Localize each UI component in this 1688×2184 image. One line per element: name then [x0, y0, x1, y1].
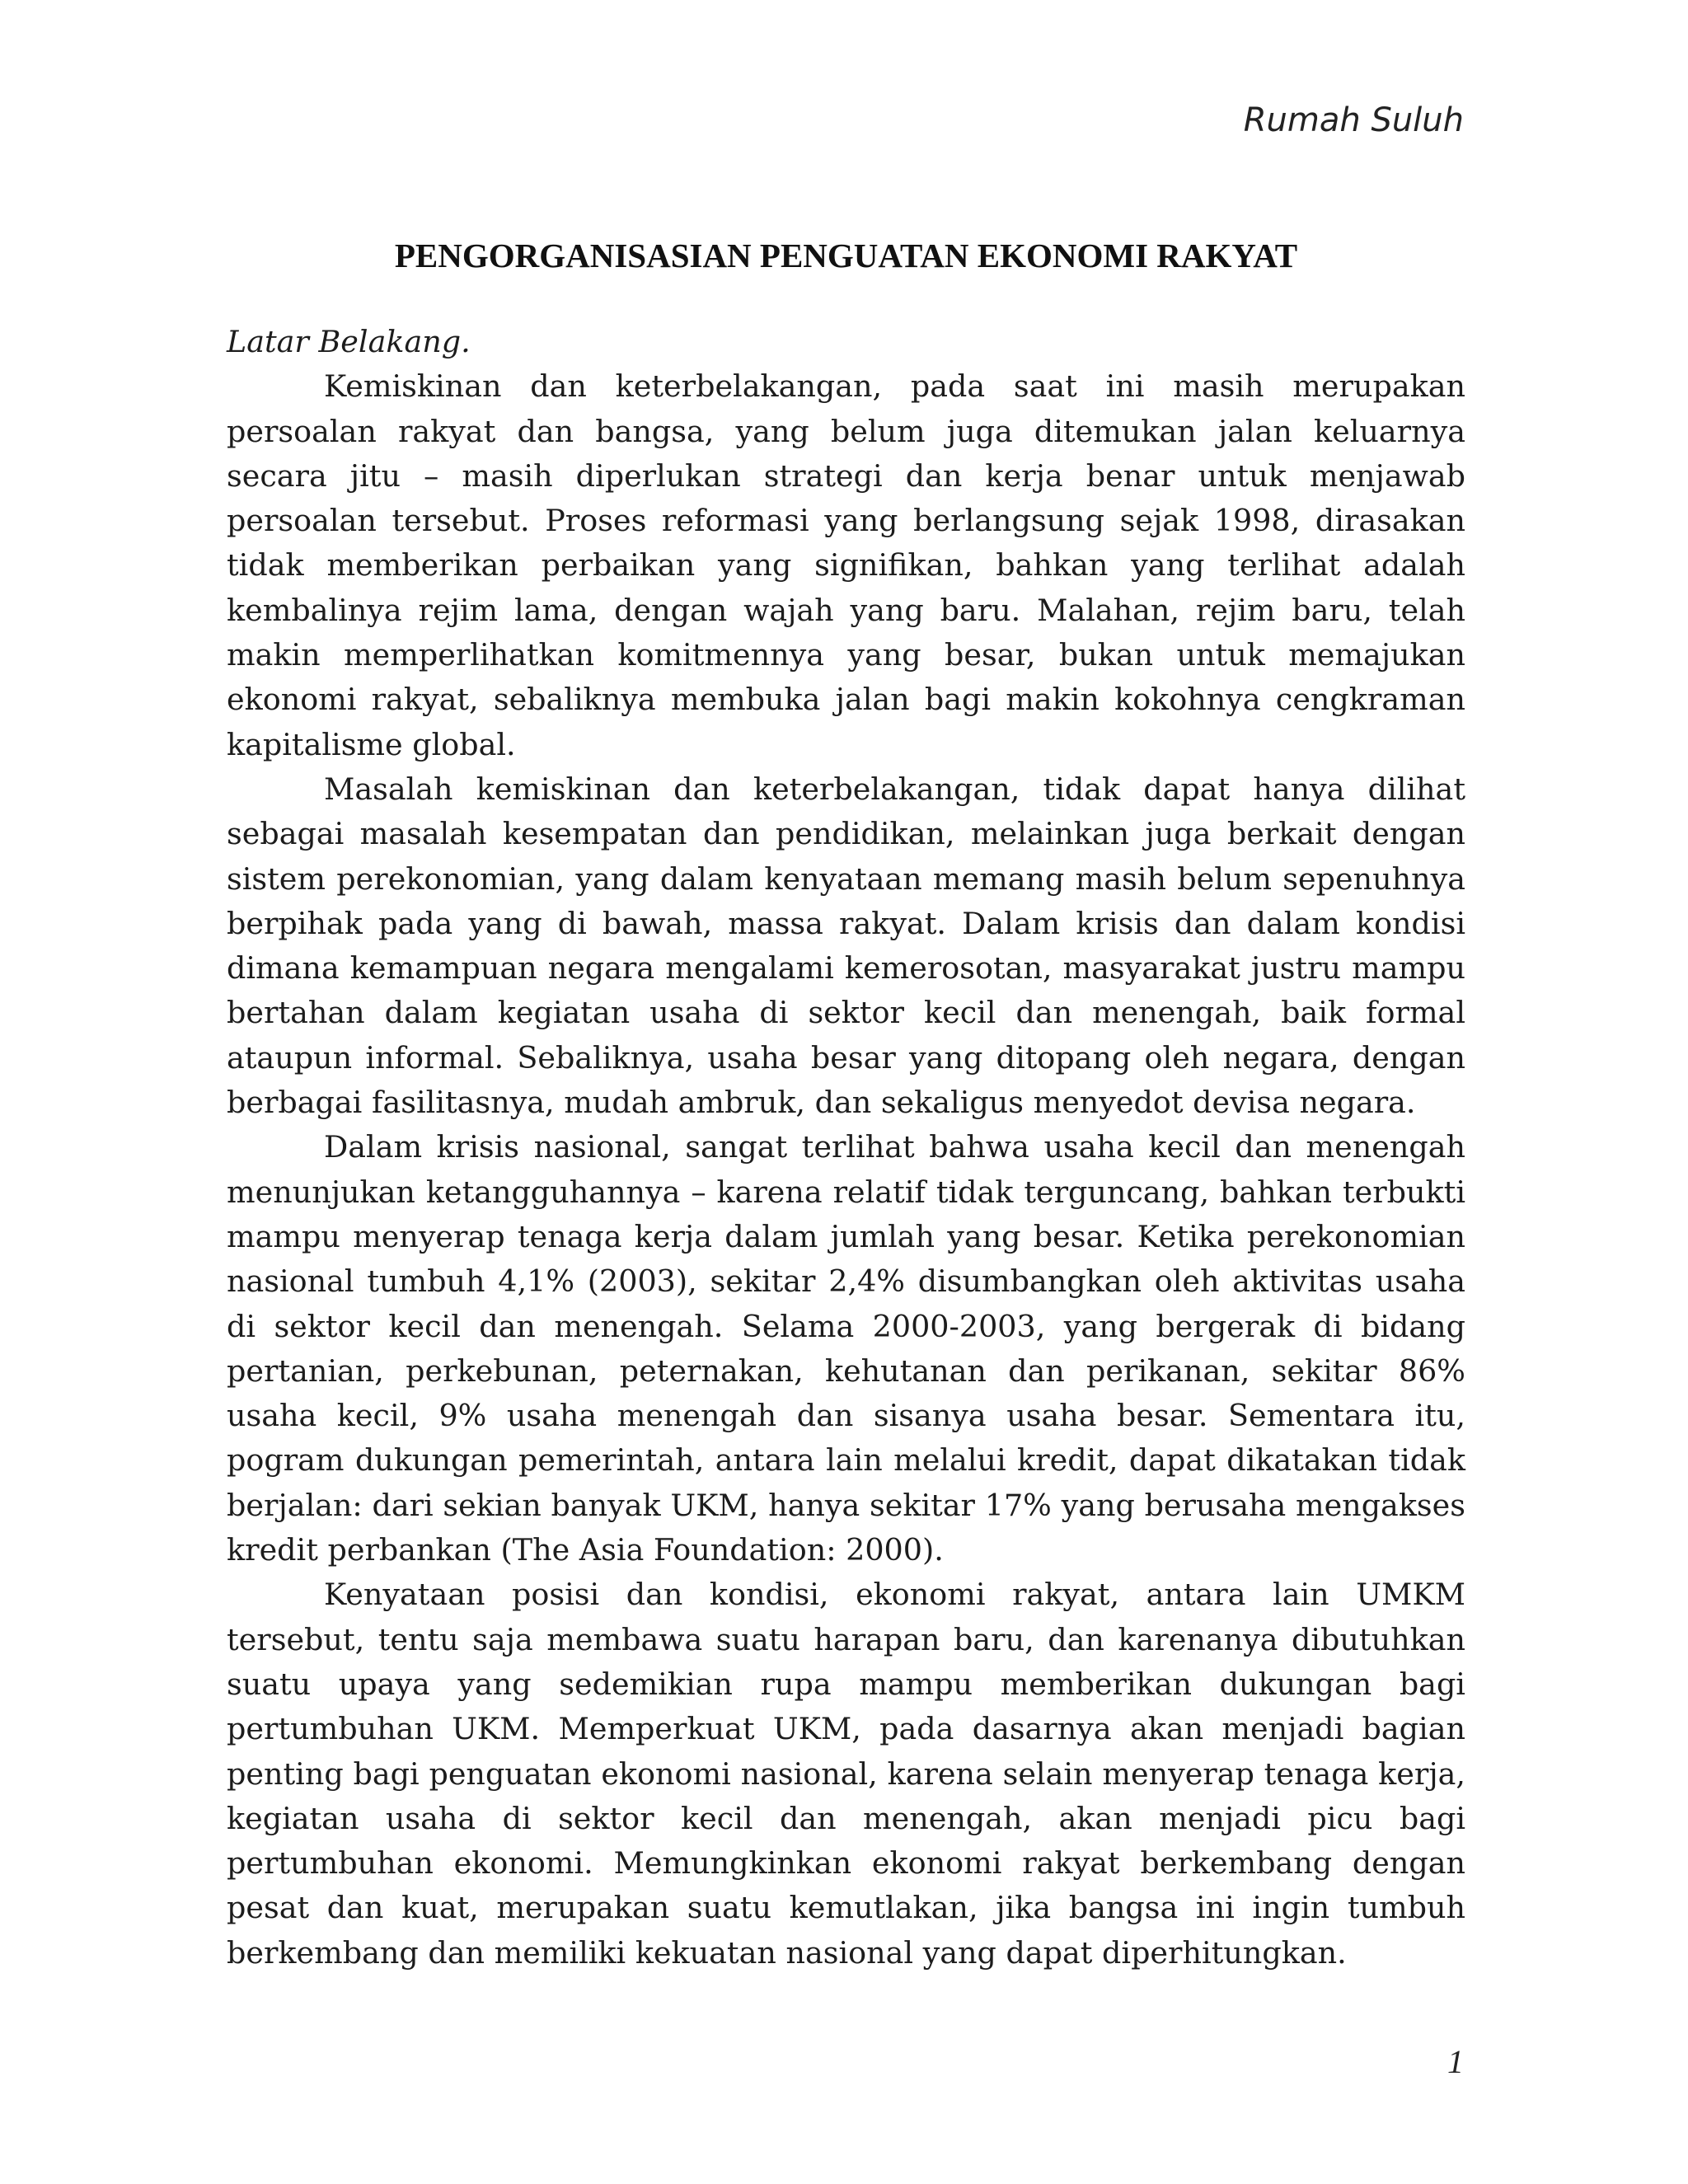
running-header: Rumah Suluh [1243, 101, 1464, 139]
document-body [227, 320, 1465, 1975]
paragraph-3: Dalam krisis nasional, sangat terlihat bahwa usaha kecil dan menengah menunjukan ketangguhannya – karena relatif tidak terguncang, bahkan terbukti mampu menyerap tenaga kerja dalam jumlah yang besar. Ketika perekonomian nasional tumbuh 4,1% (2003), sekitar 2,4% disumbangkan oleh aktivitas usaha di sektor kecil dan menengah. Selama 2000-2003, yang bergerak di bidang pertanian, perkebunan, peternakan, kehutanan dan perikanan, sekitar 86% usaha kecil, 9% usaha menengah dan sisanya usaha besar. Sementara itu, pogram dukungan pemerintah, antara lain melalui kredit, dapat dikatakan tidak berjalan: dari sekian banyak UKM, hanya sekitar 17% yang berusaha mengakses kredit perbankan (The Asia Foundation: 2000). [227, 1129, 1465, 1568]
paragraph-2: Masalah kemiskinan dan keterbelakangan, tidak dapat hanya dilihat sebagai masalah kesempatan dan pendidikan, melainkan juga berkait dengan sistem perekonomian, yang dalam kenyataan memang masih belum sepenuhnya berpihak pada yang di bawah, massa rakyat. Dalam krisis dan dalam kondisi dimana kemampuan negara mengalami kemerosotan, masyarakat justru mampu bertahan dalam kegiatan usaha di sektor kecil dan menengah, baik formal ataupun informal. Sebaliknya, usaha besar yang ditopang oleh negara, dengan berbagai fasilitasnya, mudah ambruk, dan sekaligus menyedot devisa negara. [227, 771, 1465, 1121]
document-title: PENGORGANISASIAN PENGUATAN EKONOMI RAKYAT [394, 237, 1298, 274]
paragraph-1: Kemiskinan dan keterbelakangan, pada saat ini masih merupakan persoalan rakyat dan bangsa, yang belum juga ditemukan jalan keluarnya secara jitu – masih diperlukan strategi dan kerja benar untuk menjawab persoalan tersebut. Proses reformasi yang berlangsung sejak 1998, dirasakan tidak memberikan perbaikan yang signifikan, bahkan yang terlihat adalah kembalinya rejim lama, dengan wajah yang baru. Malahan, rejim baru, telah makin memperlihatkan komitmennya yang besar, bukan untuk memajukan ekonomi rakyat, sebaliknya membuka jalan bagi makin kokohnya cengkraman kapitalisme global. [227, 368, 1465, 762]
paragraph-4: Kenyataan posisi dan kondisi, ekonomi rakyat, antara lain UMKM tersebut, tentu saja membawa suatu harapan baru, dan karenanya dibutuhkan suatu upaya yang sedemikian rupa mampu memberikan dukungan bagi pertumbuhan UKM. Memperkuat UKM, pada dasarnya akan menjadi bagian penting bagi penguatan ekonomi nasional, karena selain menyerap tenaga kerja, kegiatan usaha di sektor kecil dan menengah, akan menjadi picu bagi pertumbuhan ekonomi. Memungkinkan ekonomi rakyat berkembang dengan pesat dan kuat, merupakan suatu kemutlakan, jika bangsa ini ingin tumbuh berkembang dan memiliki kekuatan nasional yang dapat diperhitungkan. [227, 1577, 1465, 1971]
section-label: Latar Belakang. [227, 324, 471, 359]
page-number: 1 [1447, 2043, 1464, 2080]
